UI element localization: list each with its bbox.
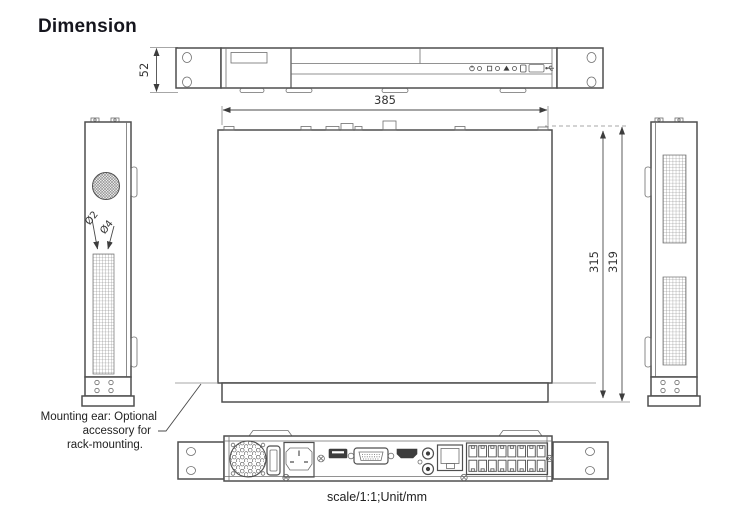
height-dimension [137,48,178,93]
rear-fan-grille [230,441,266,477]
poe-ports-top-row [468,445,546,459]
ear-bracket-bottom [645,337,651,367]
width-dimension [222,93,548,125]
front-view [137,48,603,93]
side-vent-strip-lower [663,277,686,365]
ear-bracket-top [645,167,651,197]
mounting-ear-right [557,48,603,88]
depth-body-dimension-label: 315 [587,251,601,273]
poe-ports-bottom-row [468,459,546,473]
ear-bracket-bottom [131,337,137,367]
right-side-view [645,118,700,406]
vent-hole-small-label: Ø2 [83,209,101,228]
rear-connector-bumps [224,121,548,130]
top-bracket-left [249,431,292,437]
left-side-view [82,118,137,406]
height-dimension-label: 52 [137,62,151,78]
mounting-note-line2: accessory for [82,425,151,437]
top-view [175,93,630,402]
front-feet [240,89,526,93]
right-side-foot [648,377,700,406]
side-fan-grille [93,173,120,200]
front-bezel-lip [222,383,548,402]
left-side-foot [82,377,134,406]
vent-hole-large-label: Ø4 [98,218,116,237]
width-dimension-label: 385 [374,93,396,107]
mounting-note-line3: rack-mounting. [66,439,143,451]
ear-bracket-top [131,167,137,197]
mounting-ear-left [178,442,224,479]
mounting-ear-right [553,442,608,479]
top-chassis-outline [218,121,552,402]
rear-usb-port [329,449,347,458]
side-vent-strip [93,254,114,374]
depth-total-dimension-label: 319 [606,251,620,273]
hdmi-port [397,449,417,458]
scale-note: scale/1:1;Unit/mm [326,490,428,504]
page-title: Dimension [38,16,137,37]
top-bracket-right [499,431,542,437]
side-vent-strip-upper [663,155,686,243]
mounting-ear-left [176,48,221,88]
rear-view [178,431,608,482]
mounting-note-line1: Mounting ear: Optional [40,411,157,423]
